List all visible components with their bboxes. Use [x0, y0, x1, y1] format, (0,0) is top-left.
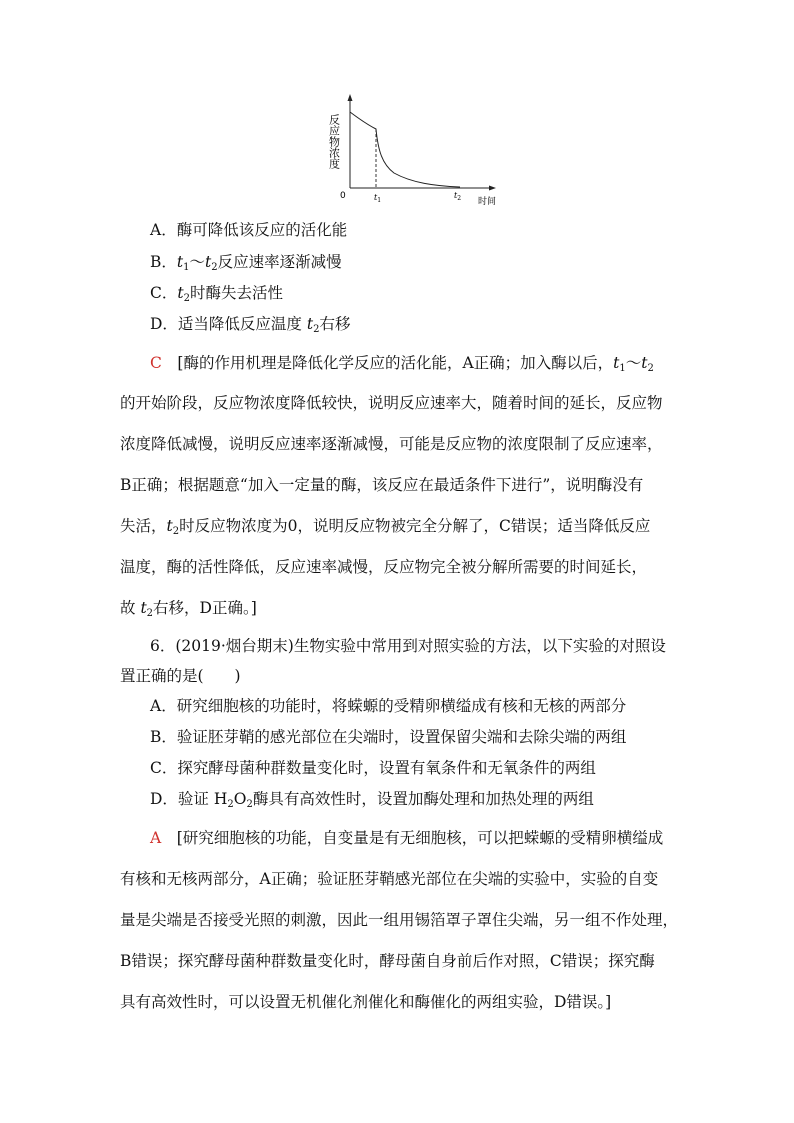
q5-explanation-line-6: 温度，酶的活性降低，反应速率减慢，反应物完全被分解所需要的时间延长， — [120, 558, 648, 576]
q6-option-c: C．探究酵母菌种群数量变化时，设置有氧条件和无氧条件的两组 — [150, 759, 596, 777]
q5-explanation-line-1: C [酶的作用机理是降低化学反应的活化能，A正确；加入酶以后，$t_1\sim t_2$ — [150, 354, 654, 374]
q5-option-d: D．适当降低反应温度 $t_2$右移 — [150, 315, 351, 335]
q6-option-b: B．验证胚芽鞘的感光部位在尖端时，设置保留尖端和去除尖端的两组 — [150, 728, 627, 746]
q5-option-a: A．酶可降低该反应的活化能 — [150, 221, 348, 239]
concentration-curve — [350, 112, 460, 187]
q6-explanation-line-4: B错误；探究酵母菌种群数量变化时，酵母菌自身前后作对照，C错误；探究酶 — [120, 952, 655, 970]
concentration-time-graph — [320, 88, 520, 212]
y-axis-label: 反应物浓度 — [327, 114, 341, 169]
q6-explanation-line-5: 具有高效性时，可以设置无机催化剂催化和酶催化的两组实验，D错误。] — [120, 993, 612, 1011]
x-axis-arrow — [489, 186, 496, 191]
q6-stem-line-1: 6．(2019·烟台期末)生物实验中常用到对照实验的方法，以下实验的对照设 — [150, 637, 666, 655]
q6-option-a: A．研究细胞核的功能时，将蝾螈的受精卵横缢成有核和无核的两部分 — [150, 697, 627, 715]
t1-label: $t_1$ — [374, 193, 382, 204]
q6-answer: A — [150, 829, 162, 847]
q5-option-c: C．$t_2$时酶失去活性 — [150, 284, 283, 304]
origin-label: 0 — [340, 191, 346, 201]
x-axis-label: 时间 — [478, 197, 497, 207]
y-axis-arrow — [348, 94, 353, 101]
q5-option-b: B．$t_1\sim t_2$反应速率逐渐减慢 — [150, 253, 342, 273]
q5-explanation-line-3: 浓度降低减慢，说明反应速率逐渐减慢，可能是反应物的浓度限制了反应速率， — [120, 435, 663, 453]
t2-label: $t_2$ — [454, 191, 462, 202]
q5-explanation-line-4: B正确；根据题意“加入一定量的酶，该反应在最适条件下进行”，说明酶没有 — [120, 476, 644, 494]
q5-answer: C — [150, 354, 162, 372]
q5-explanation-line-2: 的开始阶段，反应物浓度降低较快，说明反应速率大，随着时间的延长，反应物 — [120, 394, 663, 412]
q6-option-d: D．验证 $H_2O_2$酶具有高效性时，设置加酶处理和加热处理的两组 — [150, 790, 594, 810]
q6-explanation-line-1: A [研究细胞核的功能，自变量是有无细胞核，可以把蝾螈的受精卵横缢成 — [150, 829, 664, 847]
q6-stem-line-2: 置正确的是( ) — [120, 667, 241, 685]
q5-explanation-line-5: 失活，$t_2$时反应物浓度为0，说明反应物被完全分解了，C错误；适当降低反应 — [120, 517, 651, 537]
q6-explanation-line-2: 有核和无核两部分，A正确；验证胚芽鞘感光部位在尖端的实验中，实验的自变 — [120, 870, 659, 888]
q5-explanation-line-7: 故 $t_2$右移，D正确。] — [120, 599, 257, 619]
q6-explanation-line-3: 量是尖端是否接受光照的刺激，因此一组用锡箔罩子罩住尖端，另一组不作处理， — [120, 911, 679, 929]
